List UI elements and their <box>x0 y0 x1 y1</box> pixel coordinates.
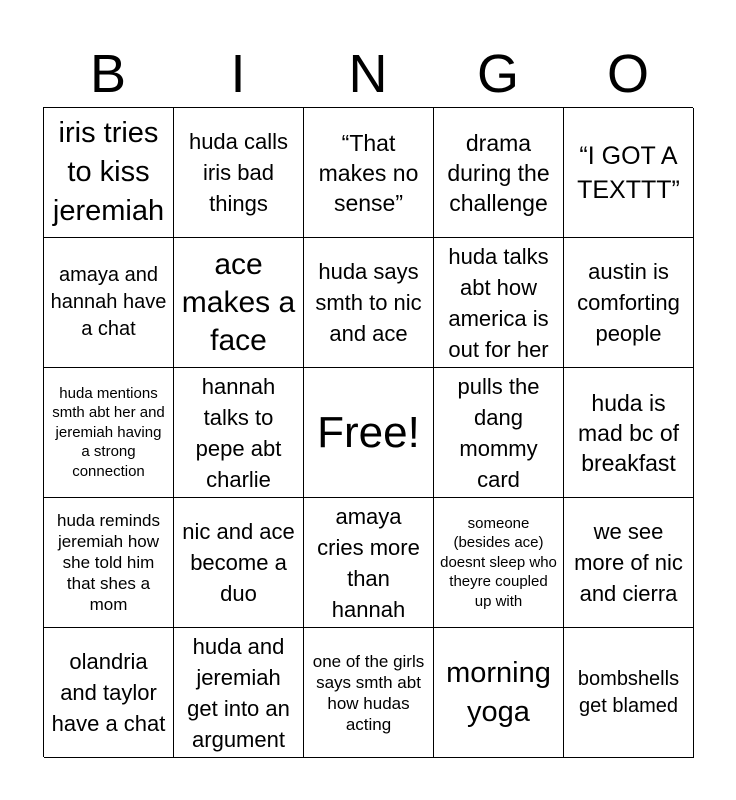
bingo-cell[interactable] <box>174 108 304 238</box>
cell-text: huda calls iris bad things <box>188 129 289 216</box>
cell-text: huda reminds jeremiah how she told him that shes a mom <box>56 511 160 614</box>
bingo-cell[interactable] <box>174 368 304 498</box>
cell-text: drama during the challenge <box>447 129 550 216</box>
bingo-cell[interactable] <box>44 108 174 238</box>
header-letter-g: G <box>476 44 519 104</box>
bingo-grid <box>43 107 693 757</box>
bingo-cell[interactable] <box>304 628 434 758</box>
cell-text: bombshells get blamed <box>577 667 680 717</box>
bingo-cell[interactable] <box>434 238 564 368</box>
header-letter-i: I <box>230 44 246 104</box>
cell-text: amaya and hannah have a chat <box>50 264 167 340</box>
cell-text: we see more of nic and cierra <box>574 519 683 606</box>
cell-text: huda talks abt how america is out for her <box>448 243 549 362</box>
bingo-cell[interactable] <box>434 498 564 628</box>
cell-text: “That makes no sense” <box>318 129 419 216</box>
bingo-cell[interactable] <box>174 498 304 628</box>
bingo-cell[interactable] <box>174 628 304 758</box>
cell-text: huda mentions smth abt her and jeremiah having a strong connection <box>52 384 165 480</box>
bingo-cell[interactable] <box>564 238 694 368</box>
bingo-cell[interactable] <box>304 238 434 368</box>
header-letter-n: N <box>348 44 388 104</box>
header-letter-b: B <box>89 44 127 104</box>
bingo-cell[interactable] <box>564 368 694 498</box>
cell-text: huda says smth to nic and ace <box>315 259 422 346</box>
bingo-cell[interactable] <box>564 498 694 628</box>
cell-text: someone (besides ace) doesnt sleep who theyre coupled up with <box>440 514 557 610</box>
header-letter-o: O <box>606 44 649 104</box>
cell-text: hannah talks to pepe abt charlie <box>195 373 282 492</box>
bingo-cell[interactable] <box>564 628 694 758</box>
bingo-cell[interactable] <box>44 368 174 498</box>
cell-text: amaya cries more than hannah <box>317 503 420 622</box>
bingo-cell[interactable] <box>44 628 174 758</box>
cell-text: morning yoga <box>446 656 551 728</box>
cell-text: pulls the dang mommy card <box>457 373 540 492</box>
cell-text: iris tries to kiss jeremiah <box>52 117 165 227</box>
cell-text: nic and ace become a duo <box>182 519 295 606</box>
bingo-cell[interactable] <box>434 628 564 758</box>
bingo-cell[interactable] <box>44 238 174 368</box>
bingo-cell[interactable] <box>434 368 564 498</box>
cell-text: huda and jeremiah get into an argument <box>187 633 290 752</box>
cell-text: one of the girls says smth abt how hudas acting <box>312 651 425 734</box>
bingo-cell[interactable] <box>564 108 694 238</box>
cell-text: ace makes a face <box>181 247 296 357</box>
free-space-cell[interactable] <box>304 368 434 498</box>
bingo-cell[interactable] <box>304 108 434 238</box>
free-space-label: Free! <box>317 407 420 457</box>
bingo-cell[interactable] <box>304 498 434 628</box>
cell-text: olandria and taylor have a chat <box>51 649 166 736</box>
bingo-header <box>43 40 693 108</box>
bingo-cell[interactable] <box>434 108 564 238</box>
cell-text: huda is mad bc of breakfast <box>578 389 679 476</box>
cell-text: “I GOT A TEXTTT” <box>577 141 680 204</box>
bingo-cell[interactable] <box>44 498 174 628</box>
bingo-cell[interactable] <box>174 238 304 368</box>
cell-text: austin is comforting people <box>577 259 680 346</box>
